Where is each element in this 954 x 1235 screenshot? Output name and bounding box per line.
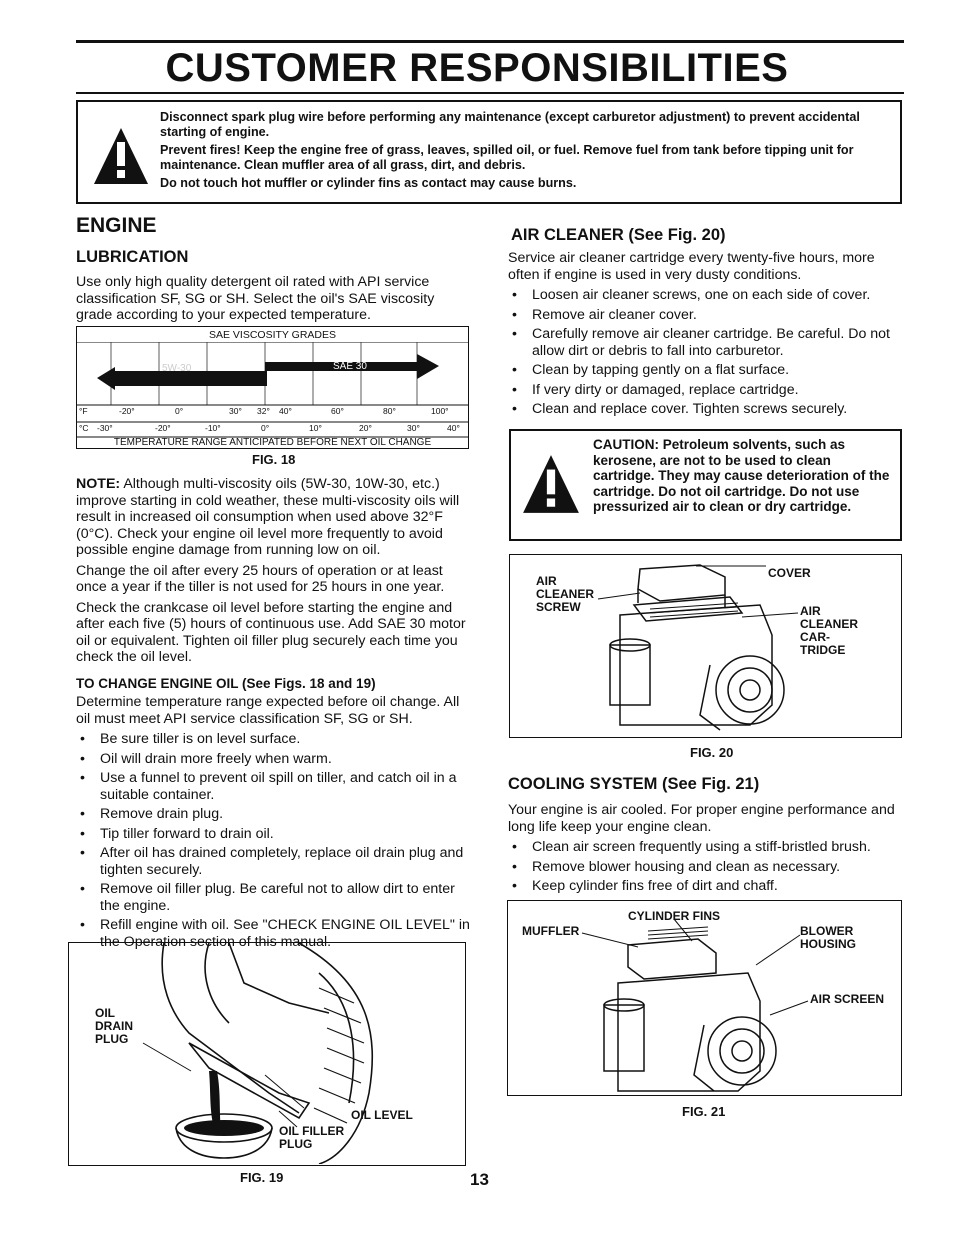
viscosity-chart-footer: TEMPERATURE RANGE ANTICIPATED BEFORE NEXT OIL CHANGE (113, 437, 432, 448)
f-tick: 80° (383, 406, 396, 416)
change-oil-intro: Determine temperature range expected before oil change. All oil must meet API service classification SF, SG or SH. (76, 694, 460, 727)
warning-text-2: Prevent fires! Keep the engine free of grass, leaves, spilled oil, or fuel. Remove fuel from tank before tipping unit for maintenance. Clean muffler area of all grass, dirt, and debris. (160, 143, 854, 172)
f-tick: 60° (331, 406, 344, 416)
c-tick: 20° (359, 423, 372, 433)
f-unit: °F (79, 406, 88, 416)
c-tick: -30° (97, 423, 113, 433)
list-item: • Clean and replace cover. Tighten screws securely. (508, 401, 906, 418)
air-cleaner-section (508, 250, 906, 421)
list-item: • Keep cylinder fins free of dirt and chaff. (508, 878, 906, 895)
oil-level-label: OIL LEVEL (351, 1108, 413, 1122)
fig-20-caption: FIG. 20 (690, 745, 734, 760)
oil-drain-plug-label: OIL DRAIN PLUG (95, 1006, 133, 1046)
page-number: 13 (470, 1170, 489, 1189)
cooling-section (508, 802, 906, 898)
f-tick: 32° (257, 406, 270, 416)
c-tick: 0° (261, 423, 270, 433)
oil-change-interval: Change the oil after every 25 hours of operation or at least once a year if the tiller is not used for 25 hours in one year. (76, 562, 445, 595)
list-item: • Remove drain plug. (76, 806, 470, 823)
c-unit: °C (79, 423, 89, 433)
note-label: NOTE: (76, 476, 121, 492)
list-item: • Use a funnel to prevent oil spill on tiller, and catch oil in a suitable container. (76, 770, 470, 803)
fig-21-caption: FIG. 21 (682, 1104, 726, 1119)
list-item: • After oil has drained completely, replace oil drain plug and tighten securely. (76, 845, 470, 878)
f-tick: 30° (229, 406, 242, 416)
warning-triangle-icon (92, 126, 150, 186)
c-tick: -10° (205, 423, 221, 433)
fig-18-caption: FIG. 18 (252, 452, 296, 467)
cooling-intro: Your engine is air cooled. For proper engine performance and long life keep your engine clean. (508, 802, 895, 835)
oil-drain-illustration (69, 943, 464, 1164)
cover-label: COVER (768, 566, 811, 580)
list-item: • Refill engine with oil. See "CHECK ENGINE OIL LEVEL" in the Operation section of this manual. (76, 917, 470, 950)
list-item: • Be sure tiller is on level surface. (76, 731, 470, 748)
safety-warning-box (76, 100, 902, 204)
list-item: • Clean by tapping gently on a flat surface. (508, 362, 906, 379)
bar-sae30-label: SAE 30 (333, 361, 367, 372)
caution-text: CAUTION: Petroleum solvents, such as kerosene, are not to be used to clean cartridge. They may cause deterioration of the cartridge. Do not oil cartridge. Do not use pressurized air to clean or dry cartridge. (593, 437, 890, 514)
air-cleaner-screw-label: AIR CLEANER SCREW (536, 574, 595, 614)
top-rule (76, 40, 904, 43)
warning-text-3: Do not touch hot muffler or cylinder fins as contact may cause burns. (160, 176, 577, 190)
air-cleaner-steps (508, 287, 906, 418)
c-tick: -20° (155, 423, 171, 433)
engine-heading: ENGINE (76, 214, 157, 237)
viscosity-chart (76, 326, 469, 449)
list-item: • Carefully remove air cleaner cartridge. Be careful. Do not allow dirt or debris to fall into carburetor. (508, 326, 906, 359)
fig-20-box (509, 554, 902, 738)
list-item: • Loosen air cleaner screws, one on each side of cover. (508, 287, 906, 304)
list-item: • Remove oil filler plug. Be careful not to allow dirt to enter the engine. (76, 881, 470, 914)
list-item: • Oil will drain more freely when warm. (76, 751, 470, 768)
air-cleaner-intro: Service air cleaner cartridge every twenty-five hours, more often if engine is used in very dusty conditions. (508, 250, 875, 283)
change-oil-steps (76, 731, 470, 950)
bar-5w30-label: 5W-30 (162, 363, 192, 374)
f-tick: 0° (175, 406, 184, 416)
cylinder-fins-label: CYLINDER FINS (628, 909, 721, 923)
caution-box (509, 429, 902, 541)
note-text: Although multi-viscosity oils (5W-30, 10W-30, etc.) improve starting in cold weather, these multi-viscosity oils will result in increased oil consumption when used above 32°F (0°C). Check your engine oil level more frequently to avoid possible engine damage from running low on oil. (76, 476, 460, 558)
air-cleaner-cartridge-label: AIR CLEANER CAR- TRIDGE (800, 604, 859, 657)
cooling-heading: COOLING SYSTEM (See Fig. 21) (508, 775, 760, 793)
cooling-steps (508, 839, 906, 895)
change-oil-section (76, 694, 470, 953)
fig-21-box (507, 900, 902, 1096)
title-rule (76, 92, 904, 94)
warning-triangle-icon (521, 453, 581, 515)
change-oil-heading: TO CHANGE ENGINE OIL (See Figs. 18 and 19) (76, 676, 376, 691)
warning-text-1: Disconnect spark plug wire before performing any maintenance (except carburetor adjustment) to prevent accidental starting of engine. (160, 110, 860, 139)
fig-19-box (68, 942, 466, 1166)
air-screen-label: AIR SCREEN (810, 992, 885, 1006)
muffler-label: MUFFLER (522, 924, 580, 938)
list-item: • If very dirty or damaged, replace cartridge. (508, 382, 906, 399)
list-item: • Tip tiller forward to drain oil. (76, 826, 470, 843)
page-title: CUSTOMER RESPONSIBILITIES (165, 46, 789, 90)
list-item: • Clean air screen frequently using a stiff-bristled brush. (508, 839, 906, 856)
viscosity-chart-title: SAE VISCOSITY GRADES (208, 329, 336, 341)
air-cleaner-heading: AIR CLEANER (See Fig. 20) (511, 226, 726, 244)
oil-check-text: Check the crankcase oil level before starting the engine and after each five (5) hours of continuous use. Add SAE 30 motor oil or equivalent. Tighten oil filler plug securely each time you check the oil level. (76, 599, 466, 665)
f-tick: 40° (279, 406, 292, 416)
list-item: • Remove air cleaner cover. (508, 307, 906, 324)
lubrication-note (76, 476, 470, 670)
c-tick: 10° (309, 423, 322, 433)
blower-housing-label: BLOWER HOUSING (800, 924, 857, 951)
f-tick: 100° (431, 406, 449, 416)
c-tick: 30° (407, 423, 420, 433)
lubrication-intro: Use only high quality detergent oil rated with API service classification SF, SG or SH. Select the oil's SAE viscosity grade according to your expected temperature. (76, 274, 435, 323)
fig-19-caption: FIG. 19 (240, 1170, 284, 1185)
oil-filler-plug-label: OIL FILLER PLUG (279, 1124, 345, 1151)
lubrication-heading: LUBRICATION (76, 248, 189, 266)
f-tick: -20° (119, 406, 135, 416)
list-item: • Remove blower housing and clean as necessary. (508, 859, 906, 876)
c-tick: 40° (447, 423, 460, 433)
